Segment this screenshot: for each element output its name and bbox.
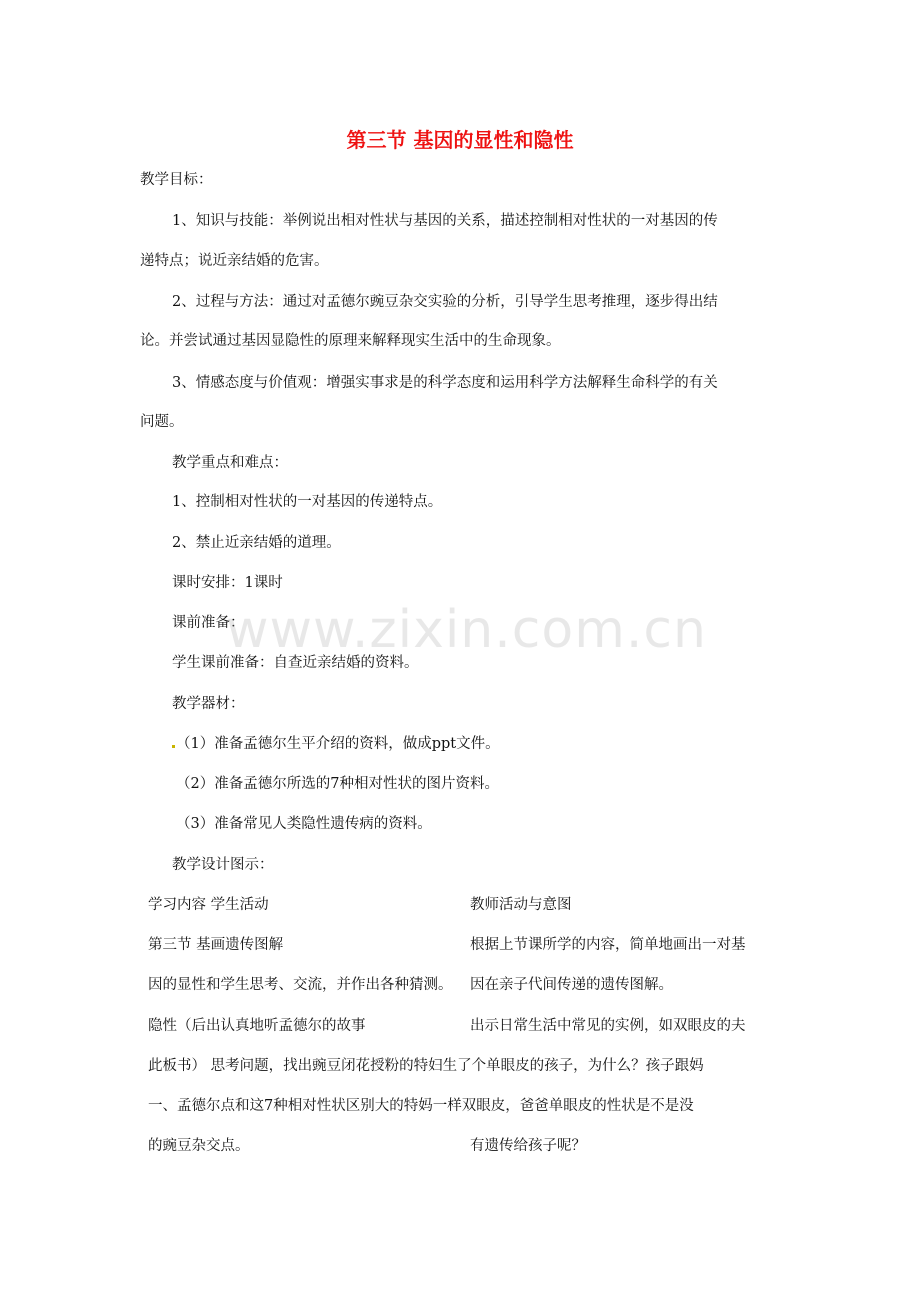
goal2-line2: 论。并尝试通过基因显隐性的原理来解释现实生活中的生命现象。: [140, 333, 561, 349]
table-header-left: 学习内容 学生活动: [148, 897, 269, 913]
goal2-line1: 2、过程与方法：通过对孟德尔豌豆杂交实验的分析，引导学生思考推理，逐步得出结: [172, 294, 718, 310]
goal1-line2: 递特点；说近亲结婚的危害。: [140, 253, 329, 269]
table-header-right: 教师活动与意图: [470, 897, 572, 913]
goal3-line1: 3、情感态度与价值观：增强实事求是的科学态度和运用科学方法解释生命科学的有关: [172, 375, 718, 391]
material-1: （1）准备孟德尔生平介绍的资料，做成ppt文件。: [176, 736, 500, 752]
key-heading: 教学重点和难点：: [172, 455, 288, 471]
goal3-line2: 问题。: [140, 414, 184, 430]
table-row5: 一、孟德尔点和这7种相对性状区别大的特妈一样双眼皮，爸爸单眼皮的性状是不是没: [148, 1098, 694, 1114]
page-title: 第三节 基因的显性和隐性: [346, 128, 574, 152]
table-row4: 此板书） 思考问题，找出豌豆闭花授粉的特妇生了个单眼皮的孩子，为什么？孩子跟妈: [148, 1058, 704, 1074]
goal1-line1: 1、知识与技能：举例说出相对性状与基因的关系，描述控制相对性状的一对基因的传: [172, 213, 718, 229]
goals-heading: 教学目标：: [140, 172, 213, 188]
schedule: 课时安排：1课时: [172, 575, 283, 591]
marker-dot: [172, 745, 175, 748]
table-row1-left: 第三节 基画遗传图解: [148, 937, 284, 953]
table-row2-left: 因的显性和学生思考、交流，并作出各种猜测。: [148, 977, 453, 993]
table-row3-right: 出示日常生活中常见的实例，如双眼皮的夫: [470, 1018, 746, 1034]
table-row3-left: 隐性（后出认真地听孟德尔的故事: [148, 1018, 366, 1034]
prep-heading: 课前准备：: [172, 615, 245, 631]
design-heading: 教学设计图示：: [172, 857, 274, 873]
table-row2-right: 因在亲子代间传递的遗传图解。: [470, 977, 673, 993]
material-2: （2）准备孟德尔所选的7种相对性状的图片资料。: [176, 776, 499, 792]
key-point-1: 1、控制相对性状的一对基因的传递特点。: [172, 494, 443, 510]
key-point-2: 2、禁止近亲结婚的道理。: [172, 535, 341, 551]
material-3: （3）准备常见人类隐性遗传病的资料。: [176, 816, 432, 832]
table-row6-right: 有遗传给孩子呢？: [470, 1138, 586, 1154]
table-row1-right: 根据上节课所学的内容，简单地画出一对基: [470, 937, 746, 953]
student-prep: 学生课前准备：自查近亲结婚的资料。: [172, 655, 419, 671]
table-row6-left: 的豌豆杂交点。: [148, 1138, 250, 1154]
watermark: www.zixin.com.cn: [226, 600, 707, 660]
materials-heading: 教学器材：: [172, 696, 245, 712]
